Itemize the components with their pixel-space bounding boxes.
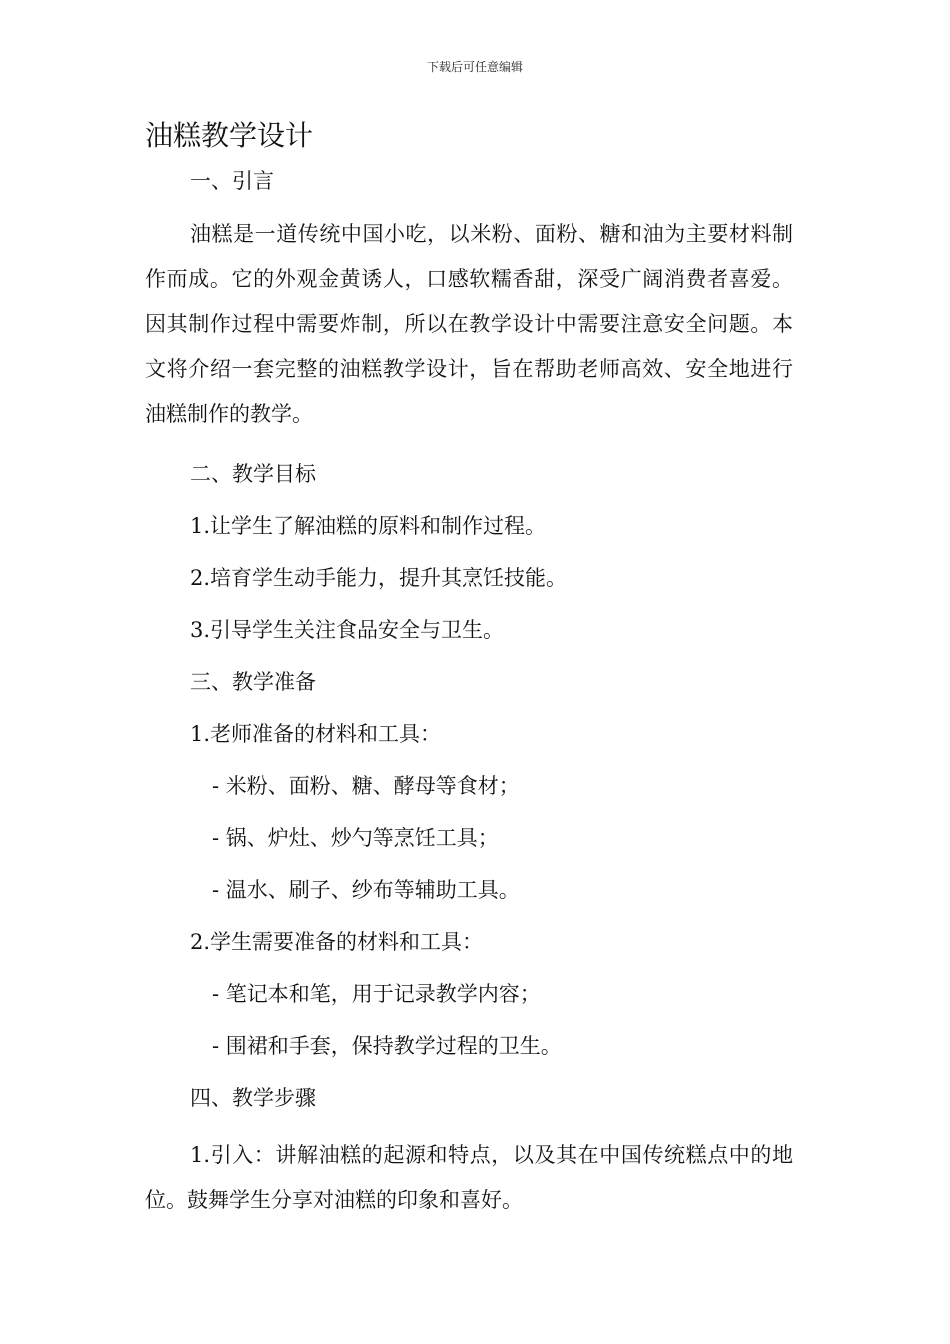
section-heading-intro: 一、引言 xyxy=(190,169,274,193)
prep-teacher-list-item: - 锅、炉灶、炒勺等烹饪工具； xyxy=(212,826,499,850)
document-body xyxy=(145,116,793,1223)
prep-item-student: 2.学生需要准备的材料和工具： xyxy=(190,930,484,954)
document-title: 油糕教学设计 xyxy=(145,119,314,152)
section-heading-steps: 四、教学步骤 xyxy=(190,1086,316,1110)
prep-student-list-item: - 笔记本和笔，用于记录教学内容； xyxy=(212,982,541,1006)
section-heading-prep: 三、教学准备 xyxy=(190,670,316,694)
prep-teacher-list-item: - 温水、刷子、纱布等辅助工具。 xyxy=(212,878,520,902)
goal-item-2: 2.培育学生动手能力，提升其烹饪技能。 xyxy=(190,566,568,590)
page-header-note: 下载后可任意编辑 xyxy=(426,60,523,74)
intro-paragraph: 油糕是一道传统中国小吃，以米粉、面粉、糖和油为主要材料制作而成。它的外观金黄诱人，口感软糯香甜，深受广阔消费者喜爱。因其制作过程中需要炸制，所以在教学设计中需要注意安全问题。本文将介绍一套完整的油糕教学设计，旨在帮助老师高效、安全地进行油糕制作的教学。 xyxy=(145,222,793,426)
section-heading-goals: 二、教学目标 xyxy=(190,462,316,486)
prep-teacher-list-item: - 米粉、面粉、糖、酵母等食材； xyxy=(212,774,520,798)
prep-item-teacher: 1.老师准备的材料和工具： xyxy=(190,722,442,746)
goal-item-3: 3.引导学生关注食品安全与卫生。 xyxy=(190,618,505,642)
goal-item-1: 1.让学生了解油糕的原料和制作过程。 xyxy=(190,514,547,538)
step-item-1: 1.引入：讲解油糕的起源和特点，以及其在中国传统糕点中的地位。鼓舞学生分享对油糕的印象和喜好。 xyxy=(145,1143,793,1212)
prep-student-list-item: - 围裙和手套，保持教学过程的卫生。 xyxy=(212,1034,562,1058)
